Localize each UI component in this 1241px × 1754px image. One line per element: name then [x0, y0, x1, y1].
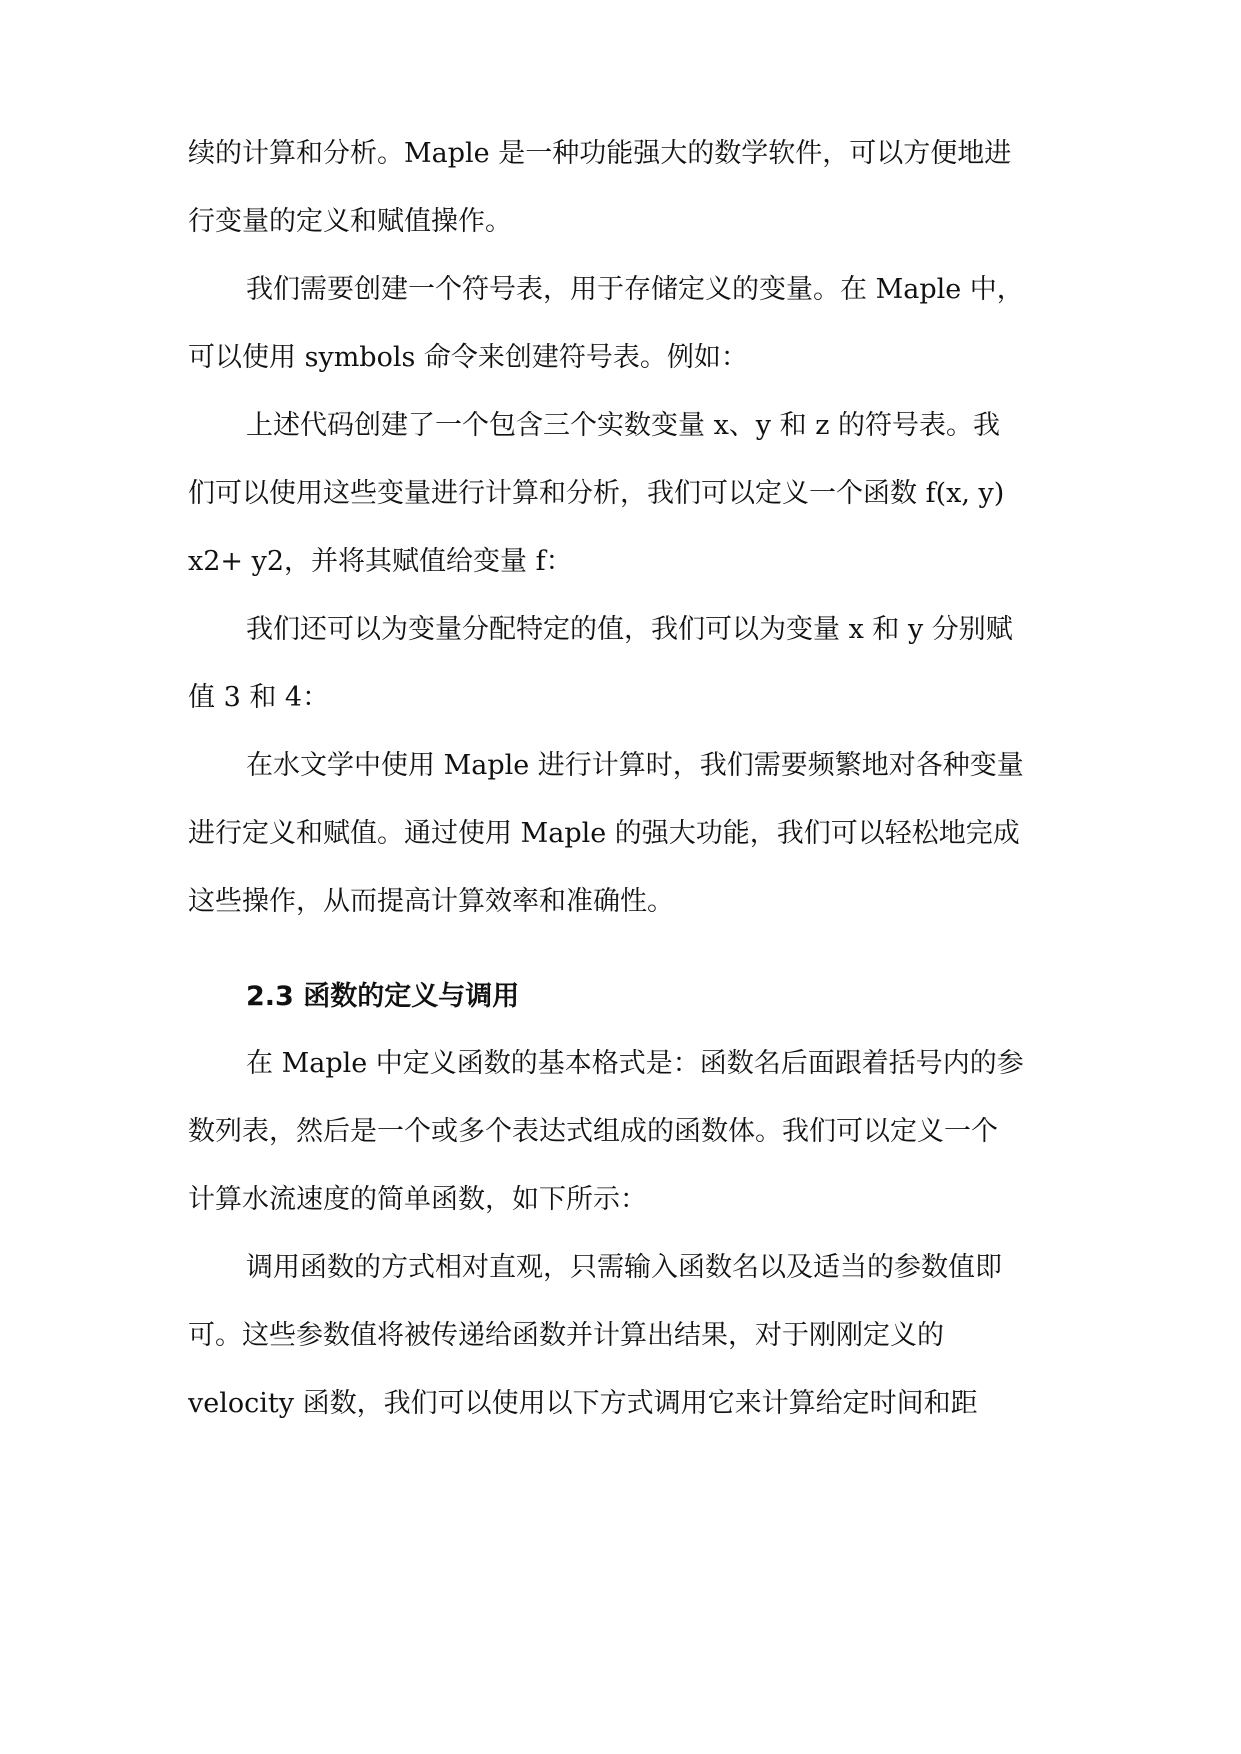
- section-paragraph-2-line-1: 调用函数的方式相对直观，只需输入函数名以及适当的参数值即: [246, 1252, 1002, 1283]
- paragraph-5-line-1: 在水文学中使用 Maple 进行计算时，我们需要频繁地对各种变量: [246, 750, 1024, 781]
- paragraph-3-line-3: x2+ y2，并将其赋值给变量 f：: [188, 546, 573, 577]
- paragraph-2-line-1: 我们需要创建一个符号表，用于存储定义的变量。在 Maple 中，: [246, 274, 1024, 305]
- paragraph-2-line-2: 可以使用 symbols 命令来创建符号表。例如：: [188, 342, 748, 373]
- paragraph-1-line-2: 行变量的定义和赋值操作。: [188, 206, 512, 237]
- paragraph-4-line-1: 我们还可以为变量分配特定的值，我们可以为变量 x 和 y 分别赋: [246, 614, 1013, 645]
- section-paragraph-1-line-3: 计算水流速度的简单函数，如下所示：: [188, 1184, 647, 1215]
- paragraph-3-line-1: 上述代码创建了一个包含三个实数变量 x、y 和 z 的符号表。我: [246, 410, 1001, 441]
- section-paragraph-1-line-1: 在 Maple 中定义函数的基本格式是：函数名后面跟着括号内的参: [246, 1048, 1024, 1079]
- paragraph-1-line-1: 续的计算和分析。Maple 是一种功能强大的数学软件，可以方便地进: [188, 138, 1012, 169]
- section-paragraph-2-line-3: velocity 函数，我们可以使用以下方式调用它来计算给定时间和距: [188, 1388, 978, 1419]
- paragraph-3-line-2: 们可以使用这些变量进行计算和分析，我们可以定义一个函数 f(x, y): [188, 478, 1005, 509]
- paragraph-4-line-2: 值 3 和 4：: [188, 682, 330, 713]
- section-paragraph-1-line-2: 数列表，然后是一个或多个表达式组成的函数体。我们可以定义一个: [188, 1116, 998, 1147]
- section-heading: 2.3 函数的定义与调用: [246, 981, 520, 1012]
- section-paragraph-2-line-2: 可。这些参数值将被传递给函数并计算出结果，对于刚刚定义的: [188, 1320, 944, 1351]
- paragraph-5-line-3: 这些操作，从而提高计算效率和准确性。: [188, 886, 674, 917]
- paragraph-5-line-2: 进行定义和赋值。通过使用 Maple 的强大功能，我们可以轻松地完成: [188, 818, 1020, 849]
